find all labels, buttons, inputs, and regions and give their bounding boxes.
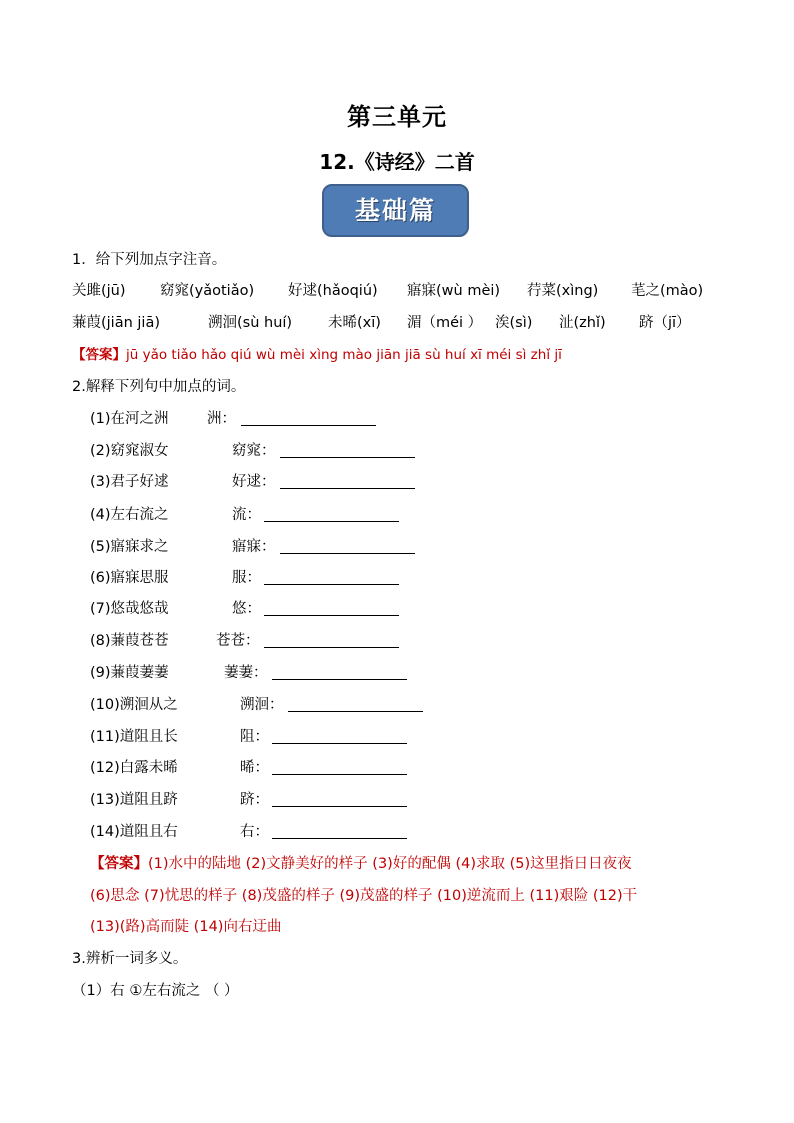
q2-item-label: 跻： — [240, 792, 269, 808]
answer-blank[interactable] — [264, 521, 399, 522]
q2-item — [90, 695, 430, 715]
q2-item-text: (8)蒹葭苍苍 — [90, 633, 169, 649]
answer-blank[interactable] — [280, 457, 415, 458]
q2-item — [90, 758, 430, 778]
q2-item — [90, 505, 430, 525]
q3-heading: 3.辨析一词多义。 — [72, 951, 188, 967]
q2-answer-line-2: (6)思念 (7)忧思的样子 (8)茂盛的样子 (9)茂盛的样子 (10)逆流而上 (11)艰险 (12)干 — [90, 888, 638, 904]
q2-item — [90, 663, 430, 683]
q2-item — [90, 441, 430, 461]
answer-blank[interactable] — [272, 679, 407, 680]
lesson-title: 12.《诗经》二首 — [319, 150, 475, 174]
pinyin-item: 好逑(hǎoqiú) — [288, 283, 378, 299]
q2-item-label: 右： — [240, 824, 269, 840]
q2-item-text: (6)寤寐思服 — [90, 570, 169, 586]
q2-item-text: (13)道阻且跻 — [90, 792, 178, 808]
q2-answer-line-1 — [90, 854, 632, 874]
answer-blank[interactable] — [272, 774, 407, 775]
pinyin-item: 荇菜(xìng) — [527, 283, 599, 299]
q2-item-label: 晞： — [240, 760, 269, 776]
q2-item-label: 阻： — [240, 729, 269, 745]
q1-answer — [72, 345, 562, 365]
q2-item — [90, 790, 430, 810]
q2-item-label: 苍苍： — [216, 633, 260, 649]
q2-item-label: 好逑： — [232, 474, 276, 490]
q2-item-text: (9)蒹葭萋萋 — [90, 665, 169, 681]
answer-tag: 【答案】 — [90, 856, 148, 872]
answer-blank[interactable] — [280, 488, 415, 489]
q2-item-text: (7)悠哉悠哉 — [90, 601, 169, 617]
pinyin-item: 涘(sì) — [495, 315, 533, 331]
q2-item-text: (3)君子好逑 — [90, 474, 169, 490]
answer-blank[interactable] — [288, 711, 423, 712]
q2-item — [90, 631, 430, 651]
q2-item-text: (14)道阻且右 — [90, 824, 178, 840]
q3-sub-item: （1）右 ①左右流之 （ ） — [72, 983, 239, 999]
q2-item-text: (12)白露未晞 — [90, 760, 178, 776]
q2-item-label: 洲： — [207, 411, 236, 427]
q2-item — [90, 472, 430, 492]
answer-blank[interactable] — [264, 615, 399, 616]
q2-item-text: (10)溯洄从之 — [90, 697, 178, 713]
q2-item-text: (4)左右流之 — [90, 507, 169, 523]
q1-heading: 1．给下列加点字注音。 — [72, 252, 227, 268]
q2-answer-line-3: (13)(路)高而陡 (14)向右迂曲 — [90, 919, 282, 935]
unit-title: 第三单元 — [347, 103, 447, 131]
q2-item-label: 悠： — [232, 601, 261, 617]
answer-blank[interactable] — [264, 584, 399, 585]
answer-text: (1)水中的陆地 (2)文静美好的样子 (3)好的配偶 (4)求取 (5)这里指日日夜夜 — [148, 856, 632, 872]
pinyin-item: 未晞(xī) — [328, 315, 381, 331]
q2-item — [90, 822, 430, 842]
q2-item — [90, 568, 430, 588]
pinyin-item: 关雎(jū) — [72, 283, 126, 299]
answer-text: jū yǎo tiǎo hǎo qiú wù mèi xìng mào jiān jiā sù huí xī méi sì zhǐ jī — [126, 347, 562, 363]
pinyin-item: 蒹葭(jiān jiā) — [72, 315, 160, 331]
q2-item-text: (11)道阻且长 — [90, 729, 178, 745]
pinyin-item: 窈窕(yǎotiǎo) — [160, 283, 255, 299]
pinyin-row-2 — [72, 313, 732, 333]
q2-item-text: (2)窈窕淑女 — [90, 443, 169, 459]
answer-blank[interactable] — [280, 553, 415, 554]
answer-blank[interactable] — [272, 743, 407, 744]
q2-item — [90, 409, 430, 429]
q2-item-text: (1)在河之洲 — [90, 411, 169, 427]
pinyin-item: 湄（méi ） — [407, 315, 483, 331]
q2-item — [90, 599, 430, 619]
q2-item — [90, 727, 430, 747]
pinyin-item: 沚(zhǐ) — [559, 315, 606, 331]
q2-item-text: (5)寤寐求之 — [90, 539, 169, 555]
pinyin-item: 溯洄(sù huí) — [208, 315, 293, 331]
q2-item — [90, 537, 430, 557]
section-badge: 基础篇 — [322, 184, 469, 237]
pinyin-item: 寤寐(wù mèi) — [407, 283, 501, 299]
q2-item-label: 寤寐： — [232, 539, 276, 555]
pinyin-item: 芼之(mào) — [631, 283, 704, 299]
pinyin-item: 跻（jī） — [639, 315, 691, 331]
q2-item-label: 溯洄： — [240, 697, 284, 713]
q2-item-label: 萋萋： — [224, 665, 268, 681]
answer-blank[interactable] — [264, 647, 399, 648]
answer-blank[interactable] — [272, 806, 407, 807]
q2-item-label: 流： — [232, 507, 261, 523]
q2-item-label: 服： — [232, 570, 261, 586]
pinyin-row-1 — [72, 281, 732, 301]
answer-tag: 【答案】 — [72, 347, 126, 363]
q2-heading: 2.解释下列句中加点的词。 — [72, 379, 246, 395]
answer-blank[interactable] — [241, 425, 376, 426]
answer-blank[interactable] — [272, 838, 407, 839]
q2-item-label: 窈窕： — [232, 443, 276, 459]
